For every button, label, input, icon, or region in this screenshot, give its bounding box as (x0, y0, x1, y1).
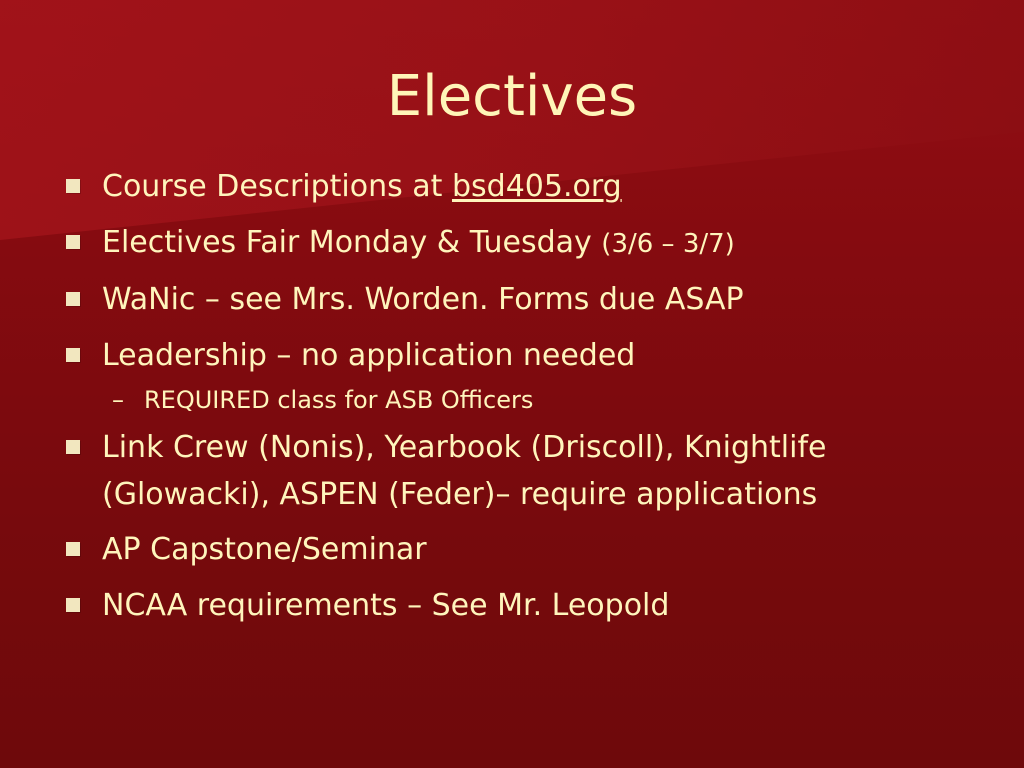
square-bullet-icon (66, 598, 80, 612)
bullet-course-descriptions (62, 163, 982, 211)
bullet-electives-fair (62, 219, 982, 268)
square-bullet-icon (66, 292, 80, 306)
bullet-text: Course Descriptions at (102, 169, 452, 204)
bsd405-link[interactable]: bsd405.org (451, 169, 622, 204)
bullet-link-crew (62, 424, 982, 518)
bullet-ncaa (62, 582, 982, 630)
square-bullet-icon (66, 440, 80, 454)
dash-bullet-icon: – (112, 386, 124, 414)
bullet-text: NCAA requirements – See Mr. Leopold (102, 588, 670, 623)
sub-bullet-asb-officers (62, 382, 982, 418)
slide-title: Electives (386, 64, 638, 129)
bullet-text: Leadership – no application needed (102, 338, 636, 373)
bullet-leadership (62, 332, 982, 380)
bullet-text: AP Capstone/Seminar (102, 532, 427, 567)
square-bullet-icon (66, 235, 80, 249)
square-bullet-icon (66, 542, 80, 556)
square-bullet-icon (66, 179, 80, 193)
bullet-wanic (62, 276, 982, 324)
square-bullet-icon (66, 348, 80, 362)
date-range: (3/6 – 3/7) (601, 229, 735, 259)
bullet-text: WaNic – see Mrs. Worden. Forms due ASAP (102, 282, 744, 317)
bullet-list (62, 163, 982, 638)
bullet-text: Link Crew (Nonis), Yearbook (Driscoll), Knightlife (Glowacki), ASPEN (Feder)– require applications (102, 430, 827, 512)
bullet-text: Electives Fair Monday & Tuesday (102, 225, 602, 260)
sub-bullet-text: REQUIRED class for ASB Officers (144, 386, 534, 414)
bullet-ap-capstone (62, 526, 982, 574)
